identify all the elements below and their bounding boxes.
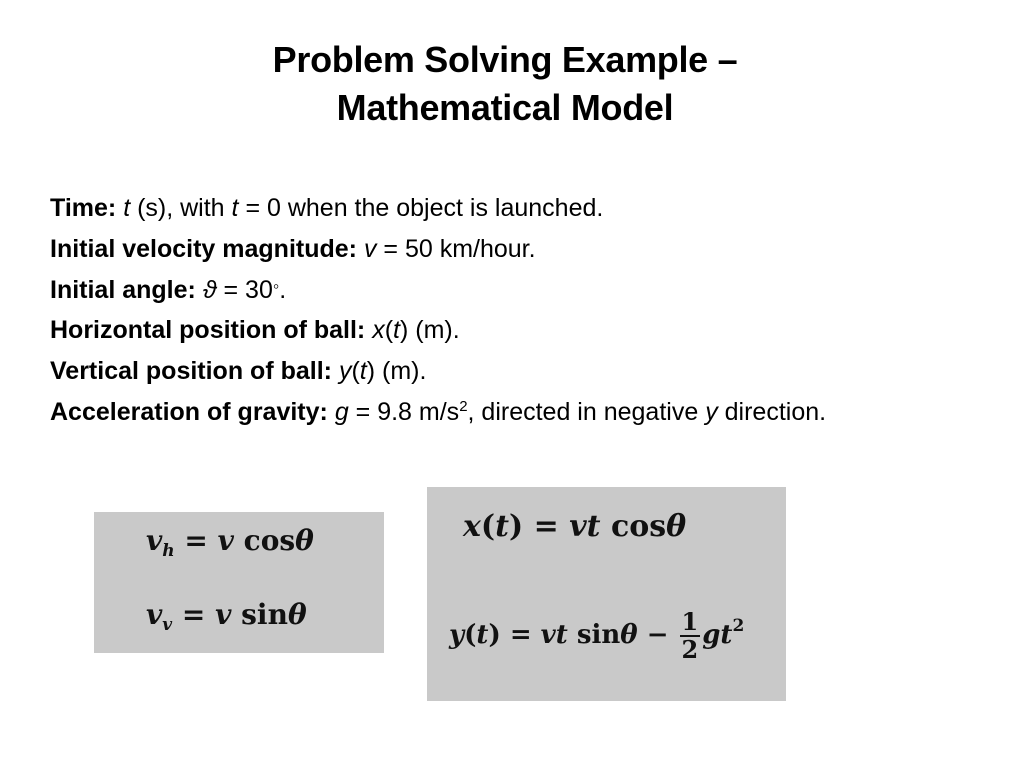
definition-line: [50, 229, 1020, 270]
x-equals: =: [533, 509, 559, 544]
definition-label: Time:: [50, 194, 117, 222]
definition-text: = 50 km/hour.: [376, 234, 536, 263]
y-equals: =: [509, 620, 532, 650]
definitions-list: [50, 188, 1020, 433]
definition-label: Initial angle:: [50, 275, 196, 304]
vh-rhs-var: v: [217, 524, 234, 557]
definition-variable: y: [705, 397, 718, 426]
y-tail-exponent: 2: [732, 616, 745, 636]
definition-text: direction.: [717, 397, 827, 426]
vv-var: v: [146, 598, 163, 631]
one-half-fraction: [680, 609, 701, 663]
definition-line: [50, 270, 1020, 311]
vh-angle: θ: [295, 524, 314, 557]
y-tail-vars: gt: [702, 620, 733, 650]
definition-variable: t: [393, 316, 400, 345]
definition-line: [50, 188, 1020, 229]
definition-variable: x: [372, 316, 385, 345]
definition-variable: y: [338, 357, 352, 386]
definition-label: Acceleration of gravity:: [50, 397, 328, 426]
definition-text: (s), with: [130, 194, 232, 222]
definition-line: [50, 310, 1020, 351]
x-rhs-vars: vt: [569, 509, 601, 544]
horizontal-velocity-equation: [146, 524, 314, 561]
definition-text: [332, 357, 339, 385]
definition-variable: ϑ: [202, 275, 217, 304]
vv-angle: θ: [287, 598, 307, 631]
definition-text: , directed in negative: [467, 397, 706, 426]
slide-title-line-2: Mathematical Model: [336, 87, 674, 128]
y-lhs: y: [449, 620, 465, 650]
definition-label: Initial velocity magnitude:: [50, 234, 357, 263]
definition-text: [328, 398, 335, 426]
y-angle: θ: [620, 620, 638, 650]
x-arg: t: [495, 509, 509, 544]
definition-line: [50, 392, 1020, 433]
definition-label: Horizontal position of ball:: [50, 316, 366, 345]
y-minus: −: [646, 620, 669, 650]
velocity-equations-box: [94, 512, 384, 653]
definition-text: [196, 276, 203, 304]
slide-title: [0, 36, 1010, 132]
definition-label: Vertical position of ball:: [50, 357, 332, 386]
definition-line: [50, 351, 1020, 392]
vertical-position-equation: y(t) = vt sinθ − $\frac{1}{2}$ $gt^2$: [449, 607, 745, 664]
definition-variable: t: [231, 194, 239, 222]
horizontal-position-equation: x(t) = vt cosθ: [463, 509, 687, 544]
degree-symbol: ◦: [272, 275, 280, 296]
definition-superscript: 2: [459, 397, 468, 415]
definition-text: [357, 235, 364, 263]
fraction-denominator: 2: [681, 635, 699, 664]
vh-func: cos: [243, 524, 296, 557]
vv-subscript: v: [162, 615, 173, 635]
definition-text: (: [351, 357, 360, 386]
y-func: sin: [576, 620, 621, 650]
definition-text: .: [279, 275, 287, 304]
slide-title-line-1: Problem Solving Example –: [272, 39, 738, 80]
vh-subscript: h: [162, 541, 175, 561]
definition-text: ) (m).: [366, 357, 427, 386]
vh-var: v: [146, 524, 163, 557]
definition-text: ) (m).: [399, 316, 460, 345]
fraction-numerator: 1: [681, 607, 699, 636]
x-func: cos: [610, 509, 667, 544]
definition-text: = 9.8 m/s: [348, 397, 460, 426]
vertical-velocity-equation: [146, 598, 307, 635]
definition-variable: t: [359, 357, 367, 386]
y-arg: t: [476, 620, 489, 650]
definition-variable: g: [334, 397, 349, 426]
definition-variable: v: [363, 234, 377, 263]
x-angle: θ: [666, 509, 687, 544]
y-rhs-vars: vt: [540, 620, 568, 650]
definition-variable: t: [123, 194, 131, 222]
vv-equals: =: [181, 598, 206, 631]
definition-text: = 0 when the object is launched.: [238, 194, 604, 222]
definition-text: (: [384, 316, 394, 345]
definition-text: = 30: [216, 275, 273, 304]
x-lhs: x: [463, 509, 481, 544]
vv-func: sin: [241, 598, 288, 631]
vv-rhs-var: v: [215, 598, 232, 631]
position-equations-box: [427, 487, 786, 701]
vh-equals: =: [184, 524, 208, 557]
